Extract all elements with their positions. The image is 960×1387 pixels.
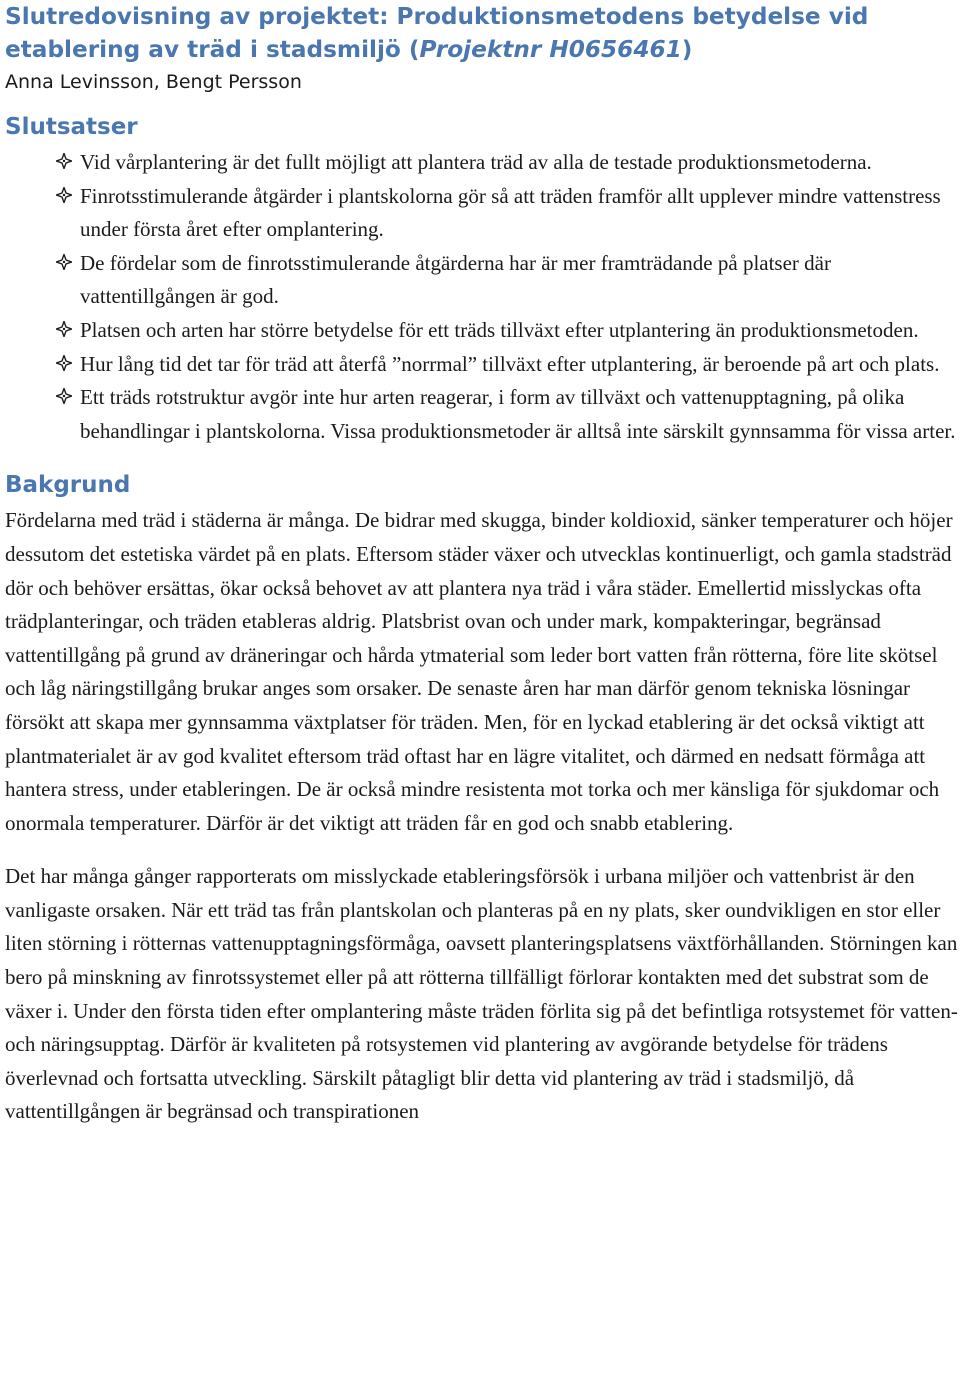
title-main-text: Slutredovisning av projektet: Produktionsmetodens betydelse vid etablering av träd i stadsmiljö ( xyxy=(5,3,869,63)
background-paragraph: Fördelarna med träd i städerna är många. De bidrar med skugga, binder koldioxid, sänker temperaturer och höjer dessutom det estetiska värdet på en plats. Eftersom städer växer och utvecklas kontinuerligt, och gamla stadsträd dör och behöver ersättas, ökar också behovet av att plantera nya träd i våra städer. Emellertid misslyckas ofta trädplanteringar, och träden etableras aldrig. Platsbrist ovan och under mark, kompakteringar, begränsad vattentillgång på grund av dräneringar och hårda ytmaterial som leder bort vatten från rötterna, före lite skötsel och låg näringstillgång brukar anges som orsaker. De senaste åren har man därför genom tekniska lösningar försökt att skapa mer gynnsamma växtplatser för träden. Men, för en lyckad etablering är det också viktigt att plantmaterialet är av god kvalitet eftersom träd oftast har en lägre vitalitet, och därmed en nedsatt förmåga att hantera stress, under etableringen. De är också mindre resistenta mot torka och mer känsliga för sjukdomar och onormala temperaturer. Därför är det viktigt att träden får en god och snabb etablering. xyxy=(5,508,953,835)
diamond-bullet-icon xyxy=(56,254,72,270)
conclusions-list xyxy=(5,146,957,448)
conclusion-item xyxy=(5,381,957,448)
conclusion-item xyxy=(5,146,957,180)
background-paragraph: Det har många gånger rapporterats om misslyckade etableringsförsök i urbana miljöer och vattenbrist är den vanligaste orsaken. När ett träd tas från plantskolan och planteras på en ny plats, sker oundvikligen en stor eller liten störning i rötternas vattenupptagningsförmåga, oavsett planteringsplatsens växtförhållanden. Störningen kan bero på minskning av finrotssystemet eller på att rötterna tillfälligt förlorar kontakten med det substrat som de växer i. Under den första tiden efter omplantering måste träden förlita sig på det befintliga rotsystemet för vatten- och näringsupptag. Därför är kvaliteten på rotsystemen vid plantering av avgörande betydelse för trädens överlevnad och fortsatta utveckling. Särskilt påtagligt blir detta vid plantering av träd i stadsmiljö, då vattentillgången är begränsad och transpirationen xyxy=(5,864,958,1124)
conclusion-item xyxy=(5,314,957,348)
conclusion-text: Vid vårplantering är det fullt möjligt att plantera träd av alla de testade produktionsmetoderna. xyxy=(80,150,872,174)
diamond-bullet-icon xyxy=(56,355,72,371)
diamond-bullet-icon xyxy=(56,187,72,203)
conclusion-text: Finrotsstimulerande åtgärder i plantskolorna gör så att träden framför allt upplever mindre vattenstress under första året efter omplantering. xyxy=(80,183,941,242)
conclusion-item xyxy=(5,180,957,247)
conclusion-item xyxy=(5,348,957,382)
title-close-paren: ) xyxy=(681,36,693,63)
document-page xyxy=(5,0,957,1129)
title-project-number: Projektnr H0656461 xyxy=(419,36,682,63)
diamond-bullet-icon xyxy=(56,321,72,337)
authors-line: Anna Levinsson, Bengt Persson xyxy=(5,71,302,93)
diamond-bullet-icon xyxy=(56,388,72,404)
diamond-bullet-icon xyxy=(56,153,72,169)
conclusion-text: Platsen och arten har större betydelse för ett träds tillväxt efter utplantering än produktionsmetoden. xyxy=(80,317,919,342)
document-title xyxy=(5,0,957,66)
conclusion-text: Hur lång tid det tar för träd att återfå ”norrmal” tillväxt efter utplantering, är beroende på art och plats. xyxy=(80,351,940,376)
conclusion-text: De fördelar som de finrotsstimulerande åtgärderna har är mer framträdande på platser där vattentillgången är god. xyxy=(80,250,831,309)
conclusion-text: Ett träds rotstruktur avgör inte hur arten reagerar, i form av tillväxt och vattenupptagning, på olika behandlingar i plantskolorna. Vissa produktionsmetoder är alltså inte särskilt gynnsamma för vissa arter. xyxy=(80,385,956,443)
conclusion-item xyxy=(5,247,957,314)
conclusions-heading: Slutsatser xyxy=(5,114,138,140)
background-heading: Bakgrund xyxy=(5,472,131,499)
